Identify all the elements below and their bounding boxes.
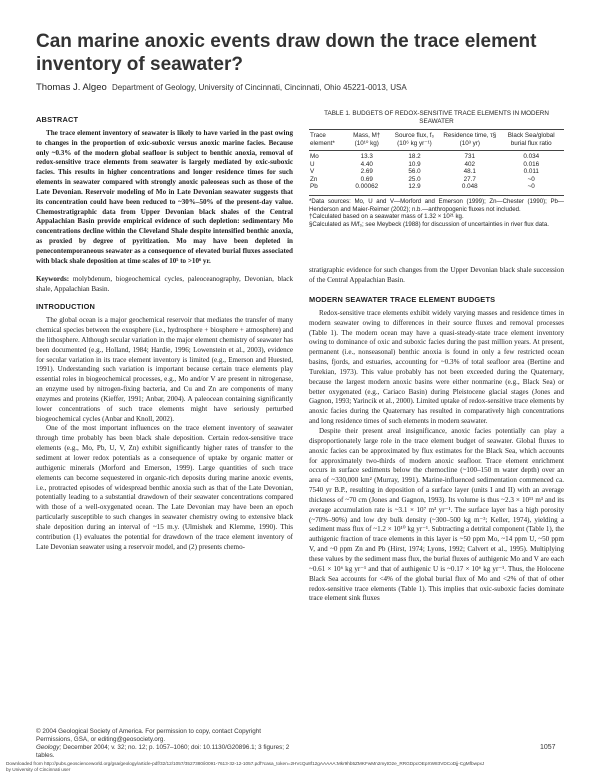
table-cell: Pb [310,183,318,191]
table-cell: 48.1 [463,168,476,176]
table-cell: 18.2 [408,153,421,160]
table-footnotes [309,195,564,228]
paper-title: Can marine anoxic events draw down the trace element inventory of seawater? [36,31,537,75]
citation-details: December 2004; v. 32; no. 12; p. 1057–1060; doi: 10.1130/G20896.1; 3 figures; 2 tables. [36,744,290,759]
download-url-line[interactable]: Downloaded from http://pubs.geoscienceworld.org/gsa/geology/article-pdf/32/12/1057/3527380/i0091-7613-32-12-1057.pdf?casa_token=2HVcQu8f12gAAAAA:Mkr9hb5ZMKFwMn2mytO2e_RRGDpcOEpXW83VDCoDjj-CgMfbwpxJ [6,761,485,766]
introduction-continuation: stratigraphic evidence for such changes from the Upper Devonian black shale succession of the Central Appalachian Basin. [309,266,564,285]
table-row [309,151,564,161]
keywords [36,275,293,295]
keywords-text: molybdenum, biogeochemical cycles, paleoceanography, Devonian, black shale, Appalachian Basin. [36,274,293,293]
table-row [309,161,564,169]
copyright-line: © 2004 Geological Society of America. For permission to copy, contact Copyright Permissions, GSA, or editing@geosociety.org. [36,728,262,743]
table-cell: 731 [464,153,476,160]
download-footer [6,761,596,773]
table-cell: Mo [310,153,319,160]
author-name: Thomas J. Algeo [36,82,107,93]
table-caption: TABLE 1. BUDGETS OF REDOX-SENSITIVE TRACE ELEMENTS IN MODERN SEAWATER [324,110,549,125]
table-cell: 0.00062 [355,183,379,191]
keywords-label: Keywords: [36,274,70,283]
table-header-cell: Mass, M† (10¹⁰ kg) [353,132,381,147]
download-user-line: by University of Cincinnati user [6,767,71,772]
table-grid [309,130,564,193]
table-cell: 0.034 [523,153,540,160]
table-cell: 0.016 [523,160,540,168]
author-affiliation: Department of Geology, University of Cincinnati, Cincinnati, Ohio 45221-0013, USA [112,83,407,92]
table-header-cell: Black Sea/global burial flux ratio [507,132,555,147]
table-footnote: †Calculated based on a seawater mass of 1.32 × 10²¹ kg. [309,213,464,221]
table-cell: ~0 [527,183,535,191]
budgets-heading: MODERN SEAWATER TRACE ELEMENT BUDGETS [309,295,496,305]
table-header-cell: Source flux, f₀ (10⁶ kg yr⁻¹) [394,132,435,147]
table-footnote: §Calculated as M/f₀; see Meybeck (1988) for discussion of uncertainties in river flux data. [309,220,549,228]
table-cell: 25.0 [408,175,421,183]
table-row [309,176,564,184]
table-row [309,183,564,193]
right-column [309,110,564,604]
table-header-row [309,130,564,151]
author-line [36,82,576,93]
table-footnote: *Data sources: Mo, U and V—Morford and Emerson (1999); Zn—Chester (1990); Pb—Henderson and Maier-Reimer (2002); n.b.—anthropogenic fluxes not included. [309,197,564,213]
table-cell: U [310,160,315,168]
table-header-cell: Residence time, τ§ (10³ yr) [443,132,497,147]
copyright-block [36,728,293,760]
table-cell: 56.0 [408,168,421,176]
table-cell: 402 [464,160,476,168]
budgets-paragraph-2: Despite their present areal insignificance, anoxic facies potentially can play a disproportionately large role in the trace element budget of seawater. Global fluxes to anoxic facies can be approximated by flux estimates for the Black Sea, which accounts for approximately two-thirds of modern anoxic seafloor. Trace element enrichment occurs in surface sediments below the chemocline (~100–150 m water depth) over an area of ~330,000 km² (Murray, 1991). Marine-influenced sedimentation commenced ca. 7540 yr B.P., resulting in deposition of a surface layer (units I and II) with an average thickness of ~70 cm (Jones and Gagnon, 1993). Its volume is thus ~2.3 × 10¹¹ m³ and its average accumulation rate is ~3.1 × 10⁷ m³ yr⁻¹. The surface layer has a high porosity (~70%–90%) and low dry bulk density (~300–500 kg m⁻³; Keller, 1974), yielding a sediment mass flux of ~1.2 × 10¹⁰ kg yr⁻¹. Subtracting a detrital component (Table 1), the authigenic fraction of trace elements in this layer is ~50 ppm Mo, ~14 ppm U, ~50 ppm V, and ~0 ppm Zn and Pb (Hirst, 1974; Lyons, 1992; Calvert et al., 1995). Multiplying these values by the sediment mass flux, the burial fluxes of authigenic Mo and V are each ~0.61 × 10⁶ kg yr⁻¹ and that of authigenic U is ~0.17 × 10⁶ kg yr⁻¹. Thus, the Holocene Black Sea accounts for <4% of the global burial flux of Mo and <2% of that of other redox-sensitive trace elements (Table 1). This implies that oxic-suboxic facies dominate trace element sink fluxes [309,427,564,603]
table-cell: ~0 [527,175,535,183]
table-cell: 10.9 [408,160,421,168]
introduction-heading: INTRODUCTION [36,302,96,312]
table-1 [309,110,564,228]
table-cell: 0.69 [360,175,373,183]
table-cell: Zn [310,175,318,183]
abstract-heading: ABSTRACT [36,115,79,124]
journal-name: Geology; [36,744,62,751]
table-cell: 12.9 [408,183,421,191]
table-cell: 13.3 [360,153,373,160]
table-cell: 0.011 [523,168,539,176]
table-cell: V [310,168,315,176]
table-cell: 27.7 [463,175,476,183]
introduction-paragraph-2: One of the most important influences on the trace element inventory of seawater through time probably has been black shale deposition. Certain redox-sensitive trace elements (e.g., Mo, Pb, U, V, Zn) exhibit significantly higher rates of transfer to the sediment at lower redox potentials as a consequence of uptake by organic matter or authigenic minerals (Morford and Emerson, 1999). Large quantities of such trace elements can become sequestered in organic-rich deposits during marine anoxic events, i.e., protracted episodes of widespread benthic anoxia such as that of the Late Devonian, potentially leading to a substantial drawdown of their seawater concentrations compared with those of a well-oxygenated ocean. The Late Devonian may have been an epoch particularly susceptible to such changes in seawater chemistry owing to extensive black shale deposition during an interval of ~15 m.y. (Ulmishek and Klemme, 1990). This contribution (1) evaluates the potential for drawdown of the trace element inventory of Late Devonian seawater using a reservoir model, and (2) presents chemo- [36,424,293,551]
table-cell: 4.40 [360,160,373,168]
introduction-paragraph-1: The global ocean is a major geochemical reservoir that mediates the transfer of many chemical species between the exosphere (i.e., hydrosphere + biosphere + atmosphere) and the lithosphere. Although secular variation in the major element chemistry of seawater has been documented (e.g., Holland, 1984; Hardie, 1996; Lowenstein et al., 2003), evidence for secular variation in its trace element inventory is limited (e.g., Emerson and Huested, 1991). Understanding such variation is important because certain trace elements play essential roles in biogeochemical processes, e.g., Mo and/or V are present in nitrogenase, an enzyme used by nitrogen-fixing bacteria, and Cu and Zn are components of many enzymes and proteins (Kieffer, 1991; Anbar, 2004). A paleocean containing significantly lower concentrations of such trace elements might have seriously perturbed biogeochemical cycles (Anbar and Knoll, 2002). [36,316,293,423]
page-number: 1057 [540,744,556,751]
table-row [309,168,564,176]
citation-line [36,744,293,760]
table-cell: 0.048 [461,183,478,191]
budgets-paragraph-1: Redox-sensitive trace elements exhibit widely varying masses and residence times in modern seawater owing to differences in their source fluxes and removal processes (Table 1). The modern ocean may have a quasi-steady-state trace element inventory owing to dominance of oxic and suboxic facies during the past million years. At present, permanent (i.e., nonseasonal) benthic anoxia is found in only a few restricted ocean basins, fjords, and estuaries, accounting for ~0.3% of total seafloor area (Bertine and Turekian, 1973). This value probably has not been exceeded during the Quaternary, because the largest modern anoxic basins were either nonmarine (e.g., Black Sea) or better oxygenated (e.g., Cariaco Basin) during Pleistocene glacial stages (Jones and Gagnon, 1993; Yarincik et al., 2000). Limited uptake of redox-sensitive trace elements by anoxic facies during the Quaternary has resulted in comparatively high concentrations and long residence times of such elements in modern seawater. [309,308,564,426]
abstract-text: The trace element inventory of seawater is likely to have varied in the past owing to changes in the proportion of oxic-suboxic versus anoxic marine facies. Because only ~0.3% of the modern global seafloor is subject to benthic anoxia, removal of redox-sensitive trace elements from seawater is largely mediated by oxic-suboxic facies. This results in higher concentrations and longer residence times for such elements in seawater compared with strongly anoxic paleoseas such as those of the Late Devonian. Reservoir modeling of Mo in Late Devonian seawater suggests that its concentration could have been reduced to ~30%–50% of the present-day value. Chemostratigraphic data from Upper Devonian black shales of the Central Appalachian Basin provide empirical evidence of such depletion: sedimentary Mo concentrations decline within the Cleveland Shale despite intensified benthic anoxia, as proxied by degree of pyritization. Mo may have been depleted in penecontemporaneous seawater as a consequence of elevated burial fluxes associated with black shale deposition at time scales of 10⁵ to >10⁶ yr. [36,128,293,265]
left-column [36,110,293,552]
table-header-cell: Trace element* [310,132,335,147]
table-cell: 2.69 [360,168,373,176]
